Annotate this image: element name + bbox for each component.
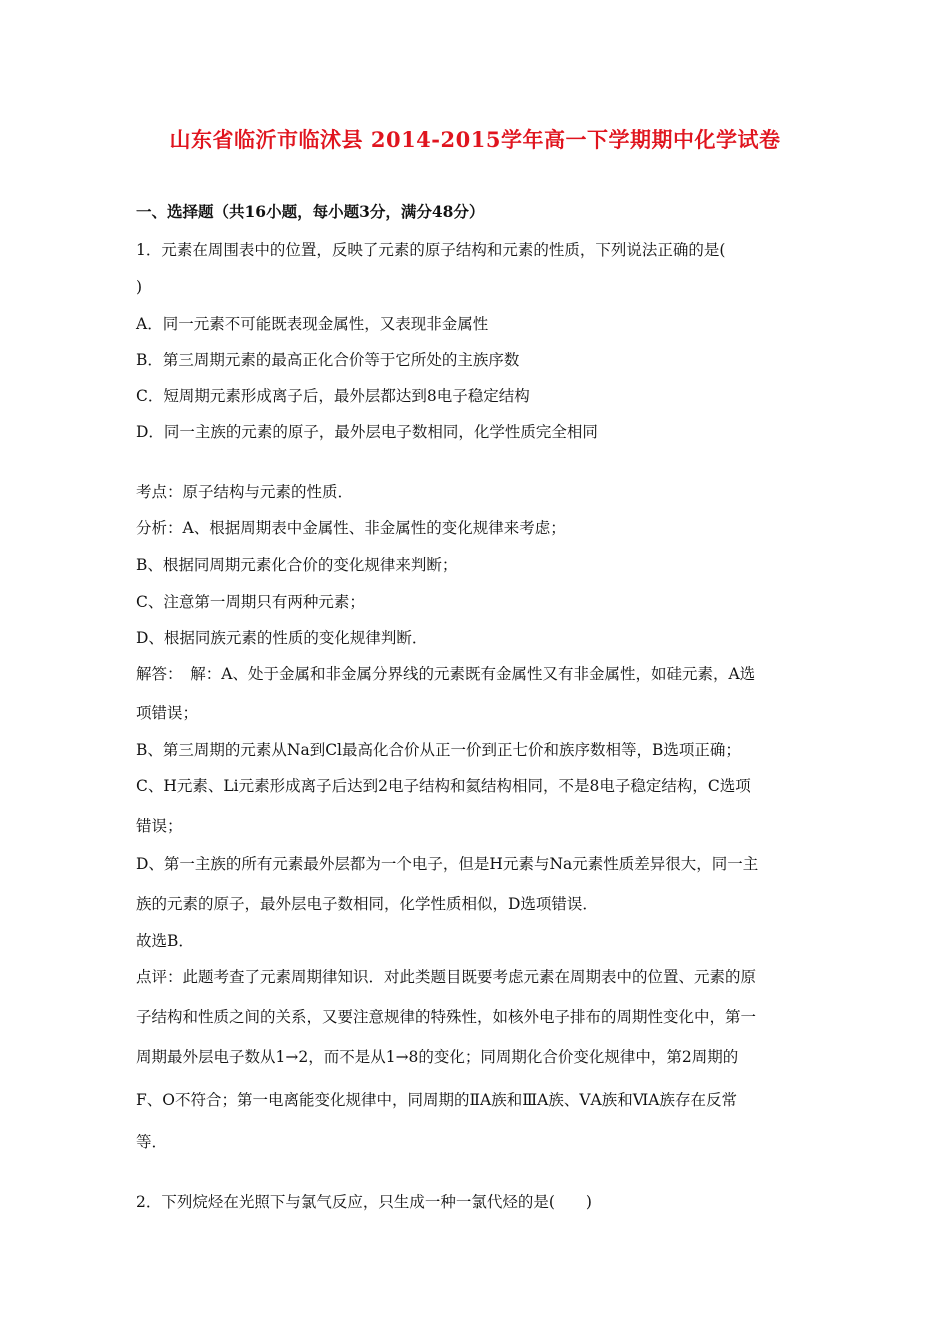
section-heading: 一、选择题（共16小题，每小题3分，满分48分）: [136, 202, 485, 221]
q1-dianping-line: 等．: [136, 1133, 168, 1151]
q1-fenxi-line: C、注意第一周期只有两种元素；: [136, 593, 365, 611]
q2-stem: 2．下列烷烃在光照下与氯气反应，只生成一种一氯代烃的是( ): [136, 1193, 592, 1211]
document-title: 山东省临沂市临沭县 2014-2015学年高一下学期期中化学试卷: [169, 127, 781, 152]
q1-jieda-line: 族的元素的原子，最外层电子数相同，化学性质相似，D选项错误．: [136, 895, 598, 913]
q1-answer: 故选B．: [136, 932, 194, 950]
q1-jieda-line: 错误；: [136, 817, 183, 835]
q1-stem-line1: 1．元素在周围表中的位置，反映了元素的原子结构和元素的性质，下列说法正确的是(: [136, 241, 726, 259]
q1-fenxi-line: D、根据同族元素的性质的变化规律判断．: [136, 629, 428, 647]
q1-option-c: C．短周期元素形成离子后，最外层都达到8电子稳定结构: [136, 387, 530, 405]
q1-jieda-line: B、第三周期的元素从Na到Cl最高化合价从正一价到正七价和族序数相等，B选项正确；: [136, 741, 741, 759]
q1-fenxi-line: B、根据同周期元素化合价的变化规律来判断；: [136, 556, 458, 574]
q1-jieda-line: C、H元素、Li元素形成离子后达到2电子结构和氦结构相同，不是8电子稳定结构，C选项: [136, 777, 751, 795]
q1-dianping-line: 点评：此题考查了元素周期律知识．对此类题目既要考虑元素在周期表中的位置、元素的原: [136, 968, 757, 986]
q1-dianping-line: 子结构和性质之间的关系，又要注意规律的特殊性，如核外电子排布的周期性变化中，第一: [136, 1008, 757, 1026]
q1-dianping-line: F、O不符合；第一电离能变化规律中，同周期的ⅡA族和ⅢA族、ⅤA族和ⅥA族存在反常: [136, 1091, 738, 1109]
q1-kaodian: 考点：原子结构与元素的性质．: [136, 483, 354, 501]
q1-option-a: A．同一元素不可能既表现金属性，又表现非金属性: [136, 315, 489, 333]
q1-jieda-line: D、第一主族的所有元素最外层都为一个电子，但是H元素与Na元素性质差异很大，同一主: [136, 855, 759, 873]
q1-fenxi-line: 分析：A、根据周期表中金属性、非金属性的变化规律来考虑；: [136, 519, 566, 537]
q1-option-b: B．第三周期元素的最高正化合价等于它所处的主族序数: [136, 351, 520, 369]
q1-stem-line2: ): [136, 278, 143, 296]
q1-dianping-line: 周期最外层电子数从1→2，而不是从1→8的变化；同周期化合价变化规律中，第2周期的: [136, 1048, 739, 1066]
q1-jieda-line: 解答： 解：A、处于金属和非金属分界线的元素既有金属性又有非金属性，如硅元素，A选: [136, 665, 756, 683]
q1-option-d: D．同一主族的元素的原子，最外层电子数相同，化学性质完全相同: [136, 423, 598, 441]
q1-jieda-line: 项错误；: [136, 704, 199, 722]
